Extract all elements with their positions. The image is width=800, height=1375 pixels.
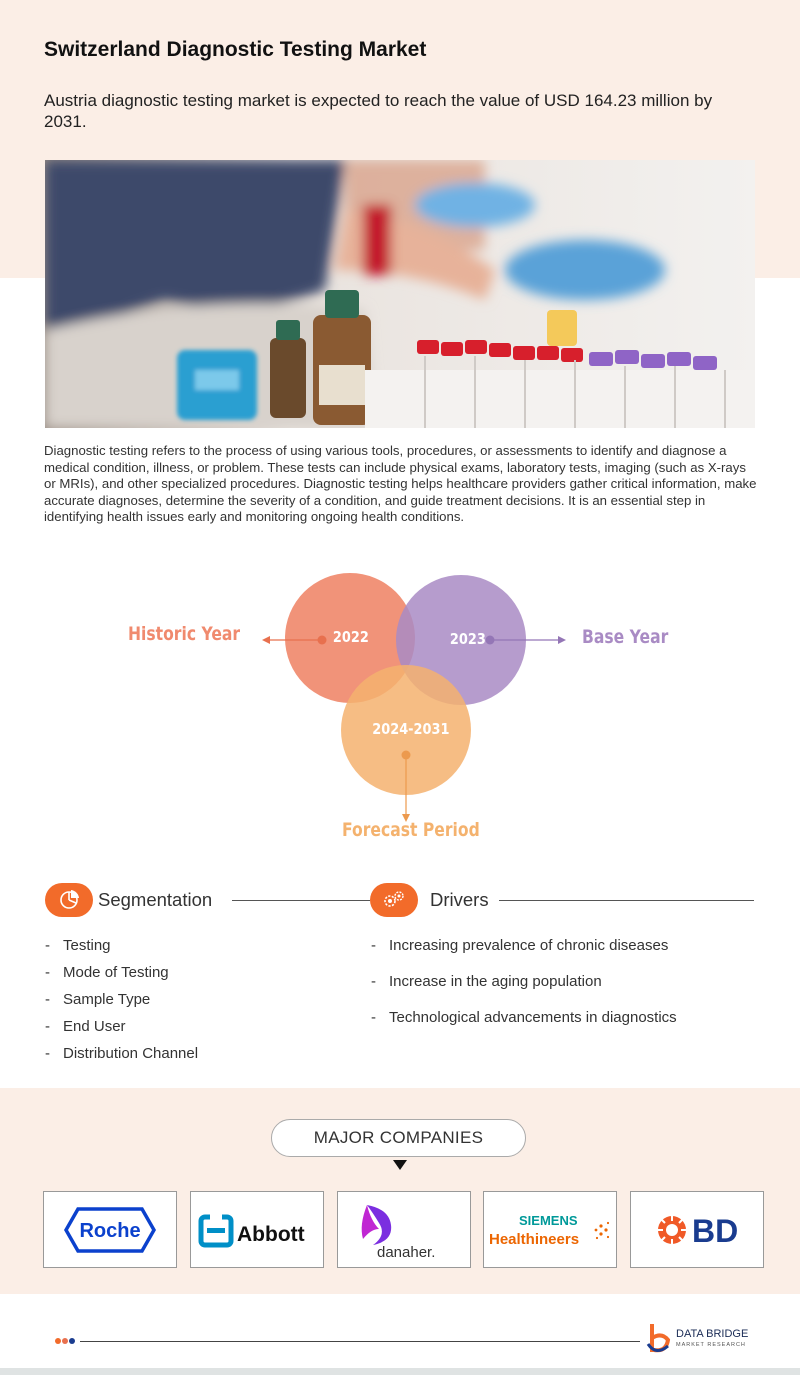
bottom-strip [0,1368,800,1375]
data-bridge-logo [646,1322,766,1356]
timeline-venn [0,560,800,860]
list-item: - Mode of Testing [45,964,198,991]
list-item: - Technological advancements in diagnostics [371,1009,677,1045]
segmentation-list [45,937,198,1072]
page-subtitle: Austria diagnostic testing market is expected to reach the value of USD 164.23 million by 2031. [44,91,713,131]
bd-logo [630,1191,764,1268]
siemens-healthineers-logo [483,1191,617,1268]
forecast-years-value: 2024-2031 [372,720,450,738]
drivers-gears-icon [370,883,418,917]
list-item: - Distribution Channel [45,1045,198,1072]
footer-divider [80,1341,640,1342]
hero-image [45,160,755,428]
footer-dot [62,1338,68,1344]
siemens-wordmark: SIEMENS [519,1212,578,1228]
segmentation-title: Segmentation [98,889,213,910]
healthineers-wordmark: Healthineers [489,1230,580,1248]
major-companies-heading: MAJOR COMPANIES [271,1119,526,1157]
base-year-value: 2023 [449,630,486,648]
brand-name: DATA BRIDGE [676,1328,749,1340]
venn-shapes [0,560,800,860]
roche-wordmark: Roche [79,1219,141,1242]
list-item: - Increase in the aging population [371,973,677,1009]
danaher-logo [337,1191,471,1268]
historic-year-label: Historic Year [128,623,241,645]
market-description: Diagnostic testing refers to the process of using various tools, procedures, or assessments to identify and diagnose a medical condition, illness, or problem. These tests can include physical exams, laboratory tests, imaging (such as X-rays or MRIs), and other specialized procedures. Diagnostic testing helps healthcare providers gather critical information, make accurate diagnoses, determine the severity of a condition, and guide treatment decisions. It is an essential step in identifying health issues early and monitoring ongoing health conditions. [44,443,757,525]
bd-wordmark: BD [692,1212,739,1249]
segmentation-pie-icon [45,883,93,917]
historic-year-value: 2022 [332,628,369,646]
list-item: - Sample Type [45,991,198,1018]
drivers-divider [499,900,754,901]
abbott-logo [190,1191,324,1268]
list-item: - Increasing prevalence of chronic diseases [371,937,677,973]
footer-dot [69,1338,75,1344]
list-item: - Testing [45,937,198,964]
lab-sample-tubes-illustration [45,160,755,428]
segmentation-divider [232,900,370,901]
base-year-label: Base Year [582,626,669,648]
footer-dot [55,1338,61,1344]
forecast-period-label: Forecast Period [342,819,480,841]
list-item: - End User [45,1018,198,1045]
down-arrow-icon [393,1160,407,1170]
danaher-wordmark: danaher. [377,1243,436,1261]
abbott-wordmark: Abbott [237,1222,305,1246]
drivers-title: Drivers [430,889,489,910]
brand-tagline: MARKET RESEARCH [676,1342,746,1348]
drivers-list [371,937,677,1045]
roche-logo [43,1191,177,1268]
page-title: Switzerland Diagnostic Testing Market [44,38,427,61]
